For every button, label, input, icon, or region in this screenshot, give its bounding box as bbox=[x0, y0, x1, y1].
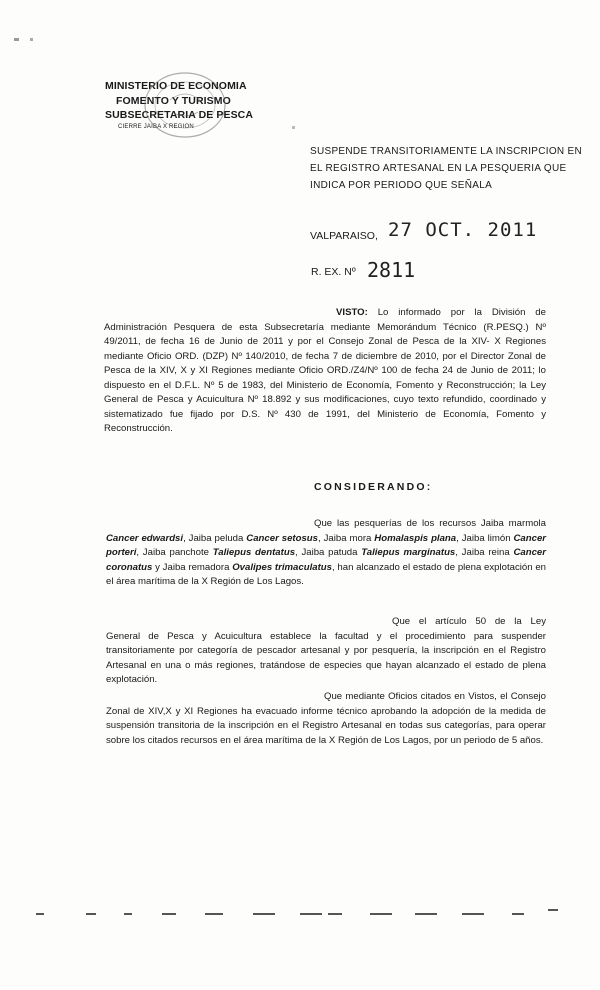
dash-mark bbox=[162, 913, 176, 915]
margin-mark bbox=[30, 38, 33, 41]
place: VALPARAISO, bbox=[310, 230, 378, 242]
dash-mark bbox=[205, 913, 223, 915]
considerando-3-text: Que mediante Oficios citados en Vistos, el Consejo Zonal de XIV,X y XI Regiones ha evacuado informe técnico aprobando la adopción de la medida de suspensión transitoria de la inscripción en el Registro Artesanal en todas sus categorías, para operar sobre los citados recursos en el área marítima de la X Región de Los Lagos, por un periodo de 5 años. bbox=[106, 691, 546, 746]
dash-mark bbox=[512, 913, 524, 915]
ministry-line: MINISTERIO DE ECONOMIA bbox=[105, 80, 247, 92]
resolution-label: R. EX. Nº bbox=[311, 266, 356, 278]
resolution-number: 2811 bbox=[367, 258, 416, 282]
c1-text: , Jaiba patuda bbox=[295, 547, 362, 558]
c1-text: , han alcanzado el estado de plena explotación en el área marítima de la X Región de Los Lagos. bbox=[106, 561, 547, 587]
dash-mark bbox=[328, 913, 342, 915]
c1-text: y Jaiba remadora bbox=[152, 561, 233, 573]
c1-text: Que las pesquerías de los recursos Jaiba marmola bbox=[314, 518, 546, 529]
considerando-heading: CONSIDERANDO: bbox=[314, 481, 433, 493]
species-name: Cancer setosus bbox=[246, 532, 319, 544]
dash-mark bbox=[124, 913, 132, 915]
dash-mark bbox=[415, 913, 437, 915]
subject-line-2: EL REGISTRO ARTESANAL EN LA PESQUERIA QUE bbox=[310, 163, 567, 174]
dash-mark bbox=[253, 913, 275, 915]
species-name: Taliepus marginatus bbox=[361, 547, 456, 558]
visto-label: VISTO: bbox=[336, 307, 368, 318]
dash-mark bbox=[462, 913, 484, 915]
dash-mark bbox=[36, 913, 44, 915]
c1-text: , Jaiba limón bbox=[456, 532, 514, 544]
visto-first-line: Lo informado por la División de bbox=[377, 307, 546, 318]
species-name: Cancer porteri bbox=[106, 532, 547, 558]
c1-text: , Jaiba panchote bbox=[136, 547, 213, 558]
c1-text: , Jaiba mora bbox=[318, 532, 375, 544]
considerando-3 bbox=[106, 690, 546, 748]
species-name: Taliepus dentatus bbox=[212, 547, 296, 558]
considerando-2-text: Que el artículo 50 de la Ley General de Pesca y Acuicultura establece la facultad y el procedimiento para suspender transitoriamente por categoría de pescador artesanal y por pesquería, la inscripción en el Registro Artesanal en una o más regiones, tratándose de especies que hayan alcanzado el estado de plena explotación. bbox=[106, 616, 546, 685]
c1-text: , Jaiba peluda bbox=[183, 532, 247, 544]
official-stamp bbox=[130, 70, 240, 145]
margin-mark bbox=[292, 126, 295, 129]
species-name: Ovalipes trimaculatus bbox=[232, 561, 332, 573]
dash-mark bbox=[370, 913, 392, 915]
subject-tag: CIERRE JAIBA X REGION bbox=[118, 124, 194, 130]
dash-mark bbox=[86, 913, 96, 915]
c1-text: , Jaiba reina bbox=[455, 547, 514, 558]
dash-mark bbox=[548, 909, 558, 911]
visto-body: Administración Pesquera de esta Subsecretaría mediante Memorándum Técnico (R.PESQ.) Nº 49/2011, de fecha 16 de Junio de 2011 y por el Consejo Zonal de Pesca de la XIV- X Regiones mediante Oficio ORD. (DZP) Nº 140/2010, de fecha 7 de diciembre de 2010, por el Director Zonal de Pesca de la XIV, X y XI Regiones mediante Oficio ORD./Z4/Nº 100 de fecha 24 de Junio de 2011; lo dispuesto en el D.F.L. Nº 5 de 1983, del Ministerio de Economía, Fomento y Reconstrucción; la Ley General de Pesca y Acuicultura Nº 18.892 y sus modificaciones, cuyo texto refundido, coordinado y sistematizado fue fijado por D.S. Nº 430 de 1991, del Ministerio de Economía, Fomento y Reconstrucción. bbox=[104, 321, 546, 434]
species-name: Cancer edwardsi bbox=[106, 532, 184, 544]
species-name: Cancer coronatus bbox=[106, 547, 546, 573]
date-stamp: 27 OCT. 2011 bbox=[388, 219, 538, 241]
subject-line-3: INDICA POR PERIODO QUE SEÑALA bbox=[310, 180, 493, 191]
margin-mark bbox=[14, 38, 19, 41]
dash-mark bbox=[300, 913, 322, 915]
subject-line-1: SUSPENDE TRANSITORIAMENTE LA INSCRIPCION EN bbox=[310, 146, 583, 157]
considerando-2 bbox=[106, 615, 546, 688]
considerando-1 bbox=[106, 517, 546, 590]
visto-paragraph bbox=[104, 306, 546, 437]
subsecretaria-line: SUBSECRETARIA DE PESCA bbox=[105, 109, 254, 121]
species-name: Homalaspis plana bbox=[374, 532, 457, 544]
ministry-line-2: FOMENTO Y TURISMO bbox=[116, 95, 231, 107]
